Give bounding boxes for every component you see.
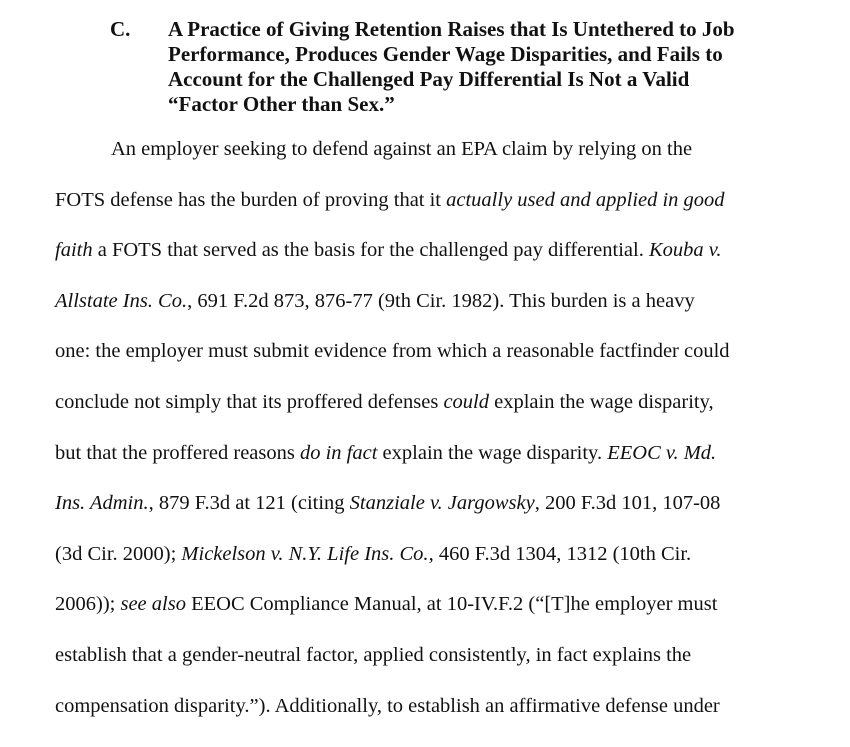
italic-citation-text: see also	[120, 593, 186, 616]
body-line	[55, 643, 691, 667]
section-title-line: Performance, Produces Gender Wage Disparities, and Fails to	[168, 42, 723, 66]
body-text-segment: a FOTS that served as the basis for the challenged pay differential.	[92, 239, 649, 262]
body-text-segment: FOTS defense has the burden of proving that it	[55, 188, 447, 211]
body-line	[55, 592, 717, 616]
body-line	[55, 441, 716, 465]
body-line	[55, 390, 714, 414]
italic-citation-text: do in fact	[299, 441, 378, 464]
body-line	[55, 694, 720, 718]
section-title-line: A Practice of Giving Retention Raises that Is Untethered to Job	[168, 17, 735, 41]
body-text-segment: explain the wage disparity,	[489, 391, 714, 413]
body-text-segment: An employer seeking to defend against an EPA claim by relying on the	[111, 138, 693, 160]
italic-citation-text: faith	[55, 239, 93, 262]
section-title	[168, 17, 735, 117]
italic-citation-text: Mickelson v. N.Y. Life Ins. Co.	[181, 542, 429, 565]
body-text-segment: , 879 F.3d at 121 (citing	[148, 492, 350, 515]
body-line	[55, 491, 720, 515]
section-letter: C.	[110, 17, 131, 41]
body-text-segment: one: the employer must submit evidence from which a reasonable factfinder could	[55, 340, 730, 363]
italic-citation-text: Allstate Ins. Co.	[55, 289, 188, 312]
body-text-segment: , 460 F.3d 1304, 1312 (10th Cir.	[428, 542, 692, 565]
body-text-segment: but that the proffered reasons	[55, 441, 300, 464]
body-line	[55, 289, 695, 313]
body-text-segment: conclude not simply that its proffered defenses	[55, 391, 444, 413]
section-title-line: “Factor Other than Sex.”	[168, 92, 395, 116]
body-text-segment: , 200 F.3d 101, 107-08	[534, 492, 721, 515]
italic-citation-text: Ins. Admin.	[55, 492, 149, 515]
italic-citation-text: actually used and applied in good	[446, 188, 725, 211]
body-text-segment: explain the wage disparity.	[377, 441, 608, 464]
italic-citation-text: Kouba v.	[648, 239, 722, 262]
body-text-segment: compensation disparity.”). Additionally, to establish an affirmative defense under	[55, 694, 720, 717]
body-text-segment: EEOC Compliance Manual, at 10-IV.F.2 (“[T]he employer must	[185, 593, 718, 616]
body-line	[55, 339, 730, 363]
section-title-line: Account for the Challenged Pay Differential Is Not a Valid	[168, 67, 690, 91]
italic-citation-text: could	[443, 391, 489, 413]
body-line	[55, 542, 691, 566]
body-line	[55, 238, 721, 262]
italic-citation-text: EEOC v. Md.	[607, 441, 717, 464]
body-text-segment: establish that a gender-neutral factor, applied consistently, in fact explains the	[55, 644, 692, 666]
body-text-segment: (3d Cir. 2000);	[55, 542, 182, 565]
body-line	[111, 137, 692, 161]
body-line	[55, 188, 725, 212]
body-text-segment: , 691 F.2d 873, 876-77 (9th Cir. 1982). This burden is a heavy	[187, 289, 695, 312]
body-text-segment: 2006));	[55, 593, 121, 616]
italic-citation-text: Stanziale v. Jargowsky	[349, 492, 535, 515]
